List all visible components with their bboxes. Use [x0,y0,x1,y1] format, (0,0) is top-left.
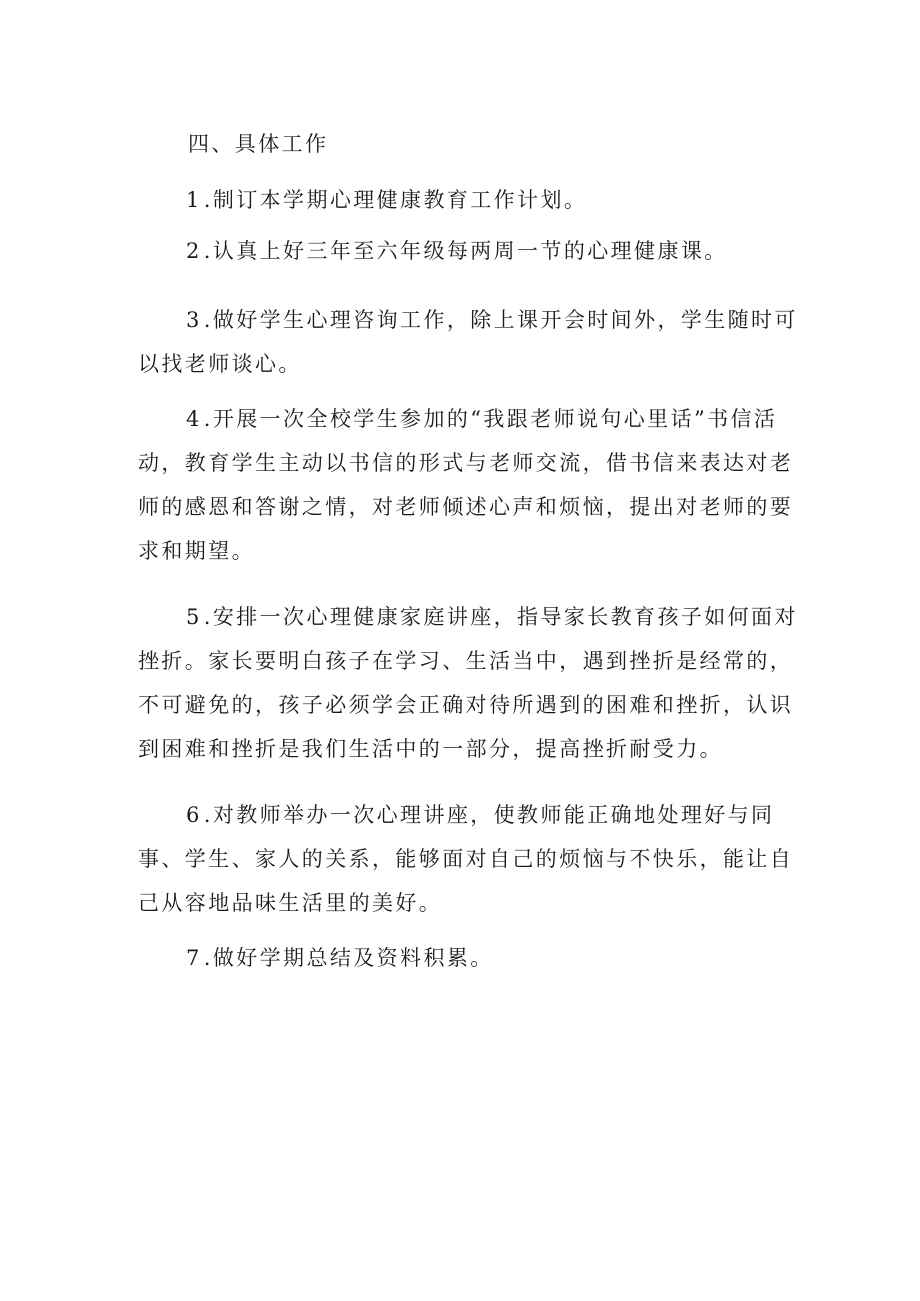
work-item-7 [138,936,798,980]
section-heading: 四、具体工作 [188,132,329,156]
work-item-5 [138,595,798,771]
item-number: 2 [186,239,202,263]
item-text: .做好学期总结及资料积累。 [203,946,494,970]
work-item-4 [138,397,798,573]
work-item-3 [138,298,798,386]
item-text: .开展一次全校学生参加的“我跟老师说句心里话”书信活动，教育学生主动以书信的形式与老师交流，借书信来表达对老师的感恩和答谢之情，对老师倾述心声和烦恼，提出对老师的要求和期望。 [138,407,794,563]
item-number: 3 [186,308,202,332]
item-number: 4 [186,407,202,431]
item-number: 5 [186,605,202,629]
item-number: 7 [186,946,202,970]
item-number: 1 [186,188,202,212]
item-text: .认真上好三年至六年级每两周一节的心理健康课。 [203,239,728,263]
work-item-2 [138,229,798,273]
work-item-1 [138,178,798,222]
item-text: .对教师举办一次心理讲座，使教师能正确地处理好与同事、学生、家人的关系，能够面对自己的烦恼与不快乐，能让自己从容地品味生活里的美好。 [138,803,794,915]
work-item-6 [138,793,798,925]
item-text: .安排一次心理健康家庭讲座，指导家长教育孩子如何面对挫折。家长要明白孩子在学习、生活当中，遇到挫折是经常的，不可避免的，孩子必须学会正确对待所遇到的困难和挫折，认识到困难和挫折是我们生活中的一部分，提高挫折耐受力。 [138,605,798,761]
item-text: .做好学生心理咨询工作，除上课开会时间外，学生随时可以找老师谈心。 [138,308,798,376]
item-number: 6 [186,803,202,827]
item-text: .制订本学期心理健康教育工作计划。 [203,188,588,212]
